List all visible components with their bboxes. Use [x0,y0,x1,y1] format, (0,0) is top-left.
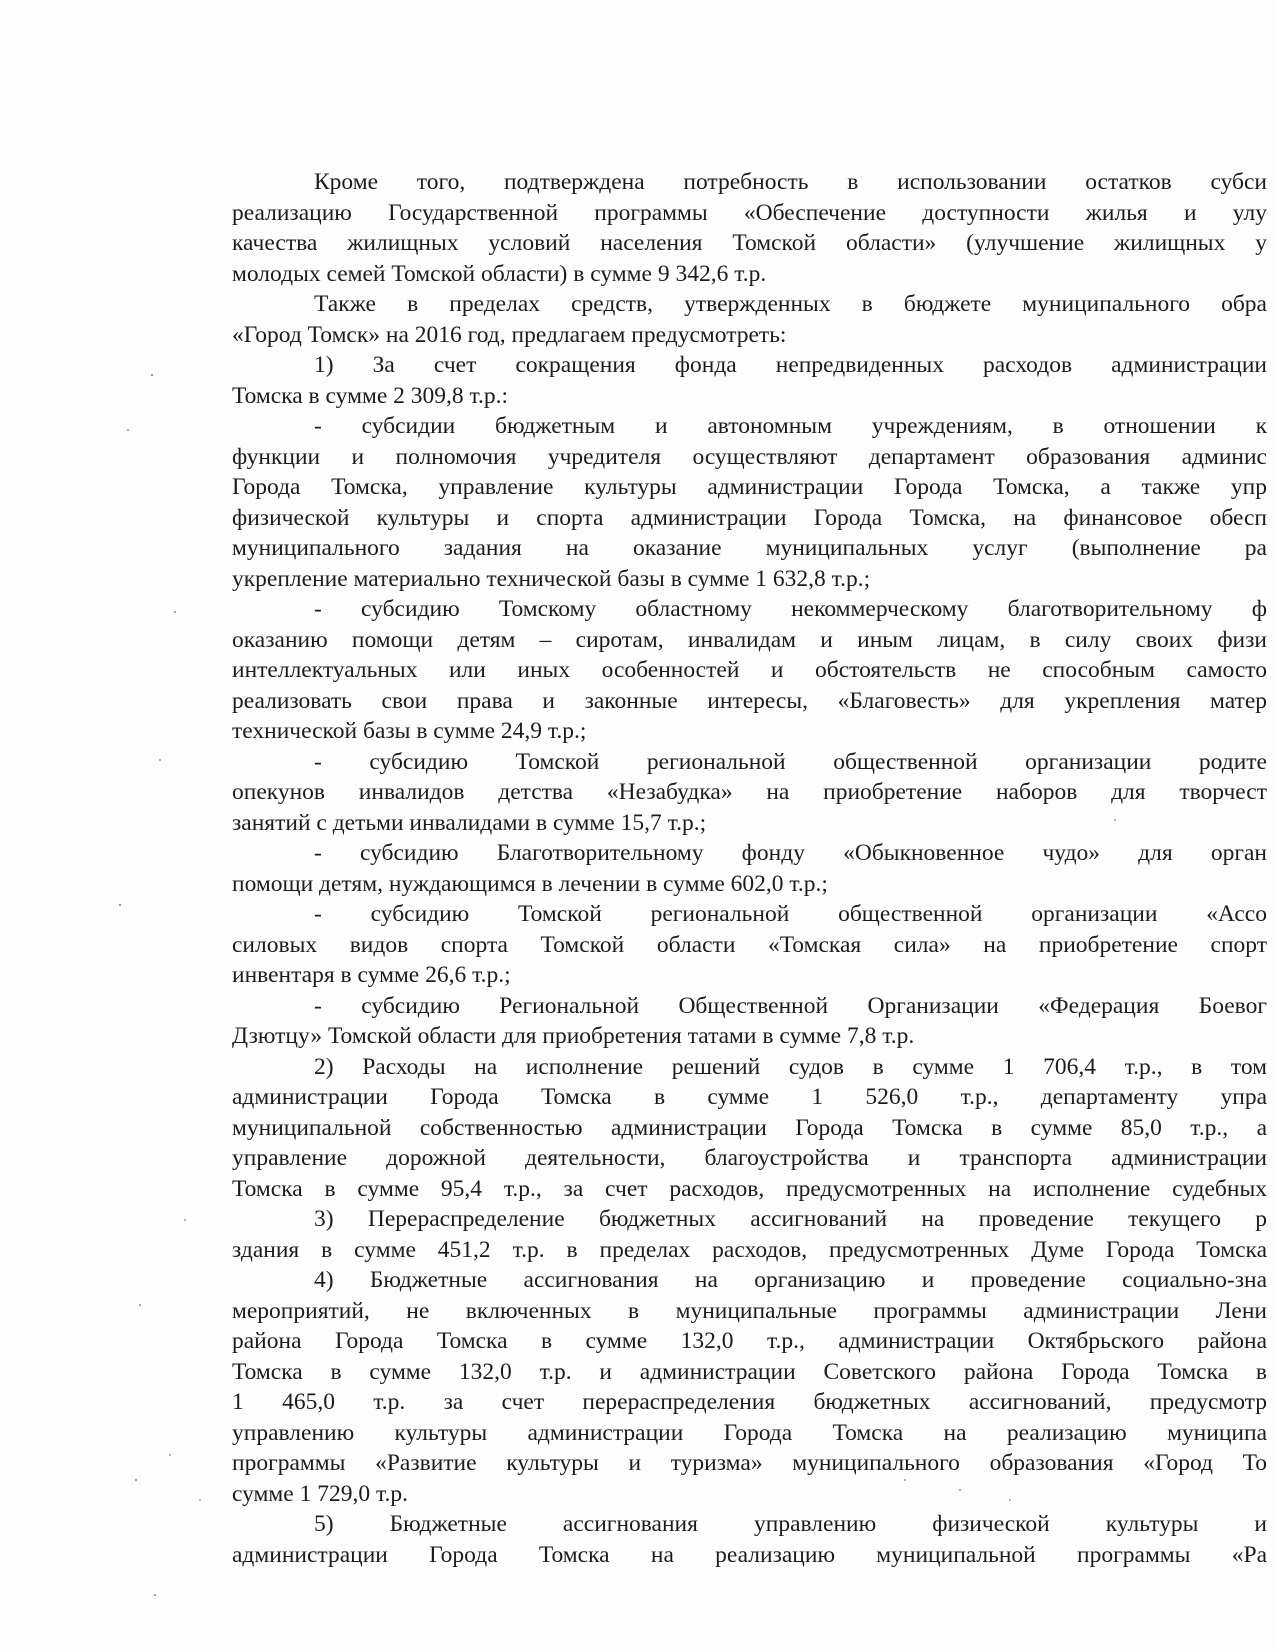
text-line: - субсидию Томской региональной общественной организации родите [314,749,1267,775]
text-line: мероприятий, не включенных в муниципальные программы администрации Лени [232,1298,1267,1324]
text-line: сумме 1 729,0 т.р. [232,1481,408,1507]
text-line: 2) Расходы на исполнение решений судов в сумме 1 706,4 т.р., в том [314,1054,1267,1080]
text-line: 1 465,0 т.р. за счет перераспределения бюджетных ассигнований, предусмотр [232,1389,1267,1415]
text-line: оказанию помощи детям – сиротам, инвалидам и иным лицам, в силу своих физи [232,627,1267,653]
text-line: 1) За счет сокращения фонда непредвиденных расходов администрации [314,352,1267,378]
text-line: физической культуры и спорта администрации Города Томска, на финансовое обесп [232,505,1267,531]
text-line: помощи детям, нуждающимся в лечении в сумме 602,0 т.р.; [232,871,828,897]
text-line: инвентаря в сумме 26,6 т.р.; [232,962,511,988]
text-line: функции и полномочия учредителя осуществляют департамент образования админис [232,444,1267,470]
text-line: технической базы в сумме 24,9 т.р.; [232,718,587,744]
text-line: Томска в сумме 2 309,8 т.р.: [232,383,509,409]
text-line: управление дорожной деятельности, благоустройства и транспорта администрации [232,1145,1267,1171]
text-line: - субсидию Региональной Общественной Организации «Федерация Боевог [314,993,1267,1019]
text-line: реализацию Государственной программы «Обеспечение доступности жилья и улу [232,200,1267,226]
text-line: реализовать свои права и законные интересы, «Благовесть» для укрепления матер [232,688,1267,714]
text-line: - субсидию Благотворительному фонду «Обыкновенное чудо» для орган [314,840,1267,866]
text-line: администрации Города Томска на реализацию муниципальной программы «Ра [232,1542,1267,1568]
text-line: опекунов инвалидов детства «Незабудка» на приобретение наборов для творчест [232,779,1267,805]
text-line: муниципального задания на оказание муниципальных услуг (выполнение ра [232,535,1267,561]
text-line: - субсидии бюджетным и автономным учреждениям, в отношении к [314,413,1267,439]
text-line: Также в пределах средств, утвержденных в бюджете муниципального обра [314,291,1267,317]
text-line: 3) Перераспределение бюджетных ассигнований на проведение текущего р [314,1206,1267,1232]
text-line: Кроме того, подтверждена потребность в использовании остатков субси [314,169,1267,195]
text-line: «Город Томск» на 2016 год, предлагаем предусмотреть: [232,322,787,348]
text-line: качества жилищных условий населения Томской области» (улучшение жилищных у [232,230,1267,256]
text-line: Томска в сумме 132,0 т.р. и администрации Советского района Города Томска в [232,1359,1267,1385]
text-line: управлению культуры администрации Города Томска на реализацию муниципа [232,1420,1267,1446]
text-line: Томска в сумме 95,4 т.р., за счет расходов, предусмотренных на исполнение судебных [232,1176,1267,1202]
text-line: программы «Развитие культуры и туризма» муниципального образования «Город То [232,1450,1267,1476]
text-line: здания в сумме 451,2 т.р. в пределах расходов, предусмотренных Думе Города Томска [232,1237,1267,1263]
text-line: занятий с детьми инвалидами в сумме 15,7 т.р.; [232,810,707,836]
text-line: 4) Бюджетные ассигнования на организацию и проведение социально-зна [314,1267,1267,1293]
text-line: интеллектуальных или иных особенностей и обстоятельств не способным самосто [232,657,1267,683]
text-line: района Города Томска в сумме 132,0 т.р., администрации Октябрьского района [232,1328,1267,1354]
text-line: молодых семей Томской области) в сумме 9 342,6 т.р. [232,261,767,287]
text-line: укрепление материально технической базы в сумме 1 632,8 т.р.; [232,566,871,592]
text-line: - субсидию Томской региональной общественной организации «Ассо [314,901,1267,927]
text-line: Дзютцу» Томской области для приобретения татами в сумме 7,8 т.р. [232,1023,915,1049]
text-line: 5) Бюджетные ассигнования управлению физической культуры и [314,1511,1267,1537]
document-body [232,166,1275,1650]
text-line: Города Томска, управление культуры администрации Города Томска, а также упр [232,474,1267,500]
text-line: муниципальной собственностью администрации Города Томска в сумме 85,0 т.р., а [232,1115,1267,1141]
text-line: администрации Города Томска в сумме 1 526,0 т.р., департаменту упра [232,1084,1267,1110]
text-line: силовых видов спорта Томской области «Томская сила» на приобретение спорт [232,932,1267,958]
text-line: - субсидию Томскому областному некоммерческому благотворительному ф [314,596,1267,622]
